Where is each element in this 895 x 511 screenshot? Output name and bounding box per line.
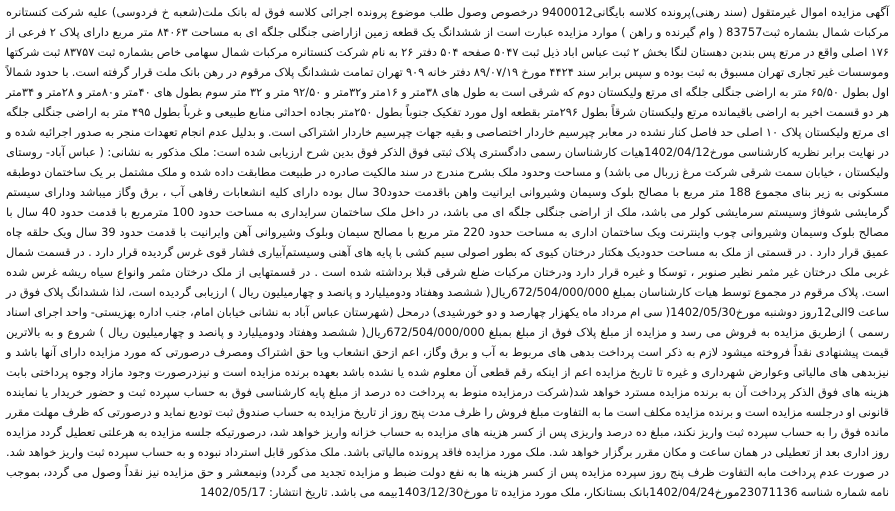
notice-body: آگهی مزایده اموال غیرمتقول (سند رهنی)پرونده کلاسه بایگانی9400012 درخصوص وصول طلب موضوع پرونده اجرائی کلاسه فوق له بانک ملت(شعبه خ فردوسی) علیه شرکت کنستانره مرکبات شمال بشماره ثبت83757 ( وام گیرنده و راهن ) موارد مزایده عبارت است از ششدانگ یک قطعه زمین ازاراضی جنگلی جلگه ای به مساحت ۸۴۰۶۳ متر مربع دارای پلاک ۲ فرعی از ۱۷۶ اصلی واقع در مرتع پس بندبن دهستان لنگا بخش ۲ ثبت عباس اباد ذیل ثبت ۵۰۴۷ صفحه ۵۰۴ دفتر ۲۶ به نام شرکت کنستانره مرکبات شمال سهامی خاص بشماره ثبت ۸۳۷۵۷ ثبت شرکتها وموسسات غیر تجاری تهران مسبوق به ثبت بوده و سپس برابر سند ۴۴۲۴ مورخ ۸۹/۰۷/۱۹ دفتر خانه ۹۰۹ تهران تمامت ششدانگ پلاک مرقوم در رهن بانک ملت قرار گرفته است. با حدود شمالاً اول بطول ۶۵/۵۰ متر به اراضی جنگلی جلگه ای مرتع ولیکستان دوم که شرقی است به طول های ۳۸متر و ۱۶متر و۳۲متر و ۹۲/۵۰ متر و ۳۲ متر سوم بطول های ۴۰متر و۸۰متر و ۲۸متر و ۳۴متر هر دو قسمت اخیر به اراضی باقیمانده مرتع ولیکستان شرقاً بطول ۲۹۶متر بقطعه اول مورد تفکیک جنوباً بطول ۲۵۰متر بجاده احداثی منابع طبیعی و غرباً بطول ۴۹۵ متر به اراضی جنگلی جلگه ای مرتع ولیکستان پلاک ۱۰ اصلی حد فاصل کنار نشده در معابر چپرسیم خاردار اختصاصی و بقیه جهات چپرسیم خاردار اشتراکی است. و بدلیل عدم انجام تعهدات منجر به صدور اجرائیه شده و در نهایت برابر نظریه کارشناسی مورخ1402/04/12هیات کارشناسان رسمی دادگستری پلاک ثبتی فوق الذکر فوق بدین شرح ارزیابی شده است: ملک مذکور به نشانی: ( عباس آباد- روستای ولیکستان ، خیابان سمت شرقی شرکت مرغ زربال می باشد) و مساحت وحدود ملک بشرح مندرج در سند مالکیت صادره در طبیعت مطابقت داده شده و ملک مشتمل بر یک ساختمان دوطبقه مسکونی به زیر بنای مجموع 188 متر مربع با مصالح بلوک وسیمان وشیروانی ایرانیت واهن باقدمت حدود30 سال بوده دارای کلیه انشعابات رفاهی آب ، برق وگاز میباشد ودارای سیستم گرمایشی شوفاژ وسیستم سرمایشی کولر می باشد، ملک از اراضی جنگلی جلگه ای می باشد، در داخل ملک ساختمان سرایداری به مساحت حدود 100 مترمربع با قدمت حدود 40 سال با مصالح بلوک وسیمان وشیروانی چوب واینترنت ویک ساختمان اداری به مساحت حدود 220 متر مربع با مصالح سیمان وبلوک وشیروانی آهن وایرانیت با قدمت حدود 39 سال ویک حلقه چاه عمیق قرار دارد . در قسمتی از ملک به مساحت حدودیک هکتار درختان کیوی که بطور اصولی سیم کشی با پایه های آهنی وسیستم‌آبیاری فشار قوی غرس گردیده قرار دارد . در قسمت شمال غربی ملک درختان غیر مثمر نظیر صنوبر ، توسکا و غیره قرار دارد ودرختان مرکبات ضلع شرقی قبلا برداشته شده است . در قسمتهایی از ملک درختان مثمر وانواع سیاه ریشه غرس شده است. پلاک مرقوم در مجموع توسط هیات کارشناسان بمبلغ 672/504/000/000ریال( ششصد وهفتاد ودومیلیارد و پانصد و چهارمیلیون ریال ) ارزیابی گردیده است، لذا ششدانگ پلاک فوق در ساعت 9الی12روز دوشنبه مورخ1402/05/30( سی ام مرداد ماه یکهزار چهارصد و دو خورشیدی) درمحل (شهرستان عباس آباد به نشانی خیابان امام، جنب اداره بهزیستی- واحد اجرای اسناد رسمی ) ازطریق مزایده به فروش می رسد و مزایده از مبلغ پلاک فوق از مبلغ بمبلغ 672/504/000/000ریال( ششصد وهفتاد ودومیلیارد و پانصد و چهارمیلیون ریال ) شروع و به بالاترین قیمت پیشنهادی نقداً فروخته میشود لازم به ذکر است پرداخت بدهی های مربوط به آب و برق وگاز، اعم ازحق انشعاب ویا حق اشتراک ومصرف درصورتی که مورد مزایده دارای آنها باشد و نیزبدهی های مالیاتی وعوارض شهرداری و غیره تا تاریخ مزایده اعم از اینکه رقم قطعی آن معلوم شده یا نشده باشد بعهده برنده مزایده است و نیزدرصورت وجود مازاد وجوه پرداختی بابت هزینه های فوق الذکر پرداخت آن به برنده مزایده مسترد خواهد شد(شرکت درمزایده منوط به پرداخت ده درصد از مبلغ پایه کارشناسی فوق به حساب سپرده ثبت و حضور خریدار یا نماینده قانونی او درجلسه مزایده است و برنده مزایده مکلف است ما به التفاوت مبلغ فروش را ظرف مدت پنج روز از تاریخ مزایده به حساب صندوق ثبت تودیع نماید و درصورتی که ظرف مهلت مقرر مانده فوق را به حساب سپرده ثبت واریز نکند، مبلغ ده درصد واریزی پس از کسر هزینه های مزایده به حساب خزانه واریز خواهد شد، درصورتیکه جلسه مزایده به هرعلتی تعطیل گردد مزایده روز اداری بعد از تعطیلی در همان ساعت و مکان مقرر برگزار خواهد شد. ملک مورد مزایده فاقد پرونده مالیاتی باشد. ملک مذکور قابل استرداد نبوده و به حساب سپرده ثبت واریز خواهد شد. در صورت عدم پرداخت مابه التفاوت ظرف پنج روز سپرده مزایده پس از کسر هزینه ها به نفع دولت ضبط و مزایده تجدید می گردد) ونیمعشر و حق مزایده نیز نقداً وصول می گردد، بموجب نامه شماره شناسه 23071136مورخ1402/04/24بانک بستانکار، ملک مورد مزایده تا مورخ1403/12/30بیمه می باشد. تاریخ انتشار: 1402/05/17	[6, 5, 890, 499]
